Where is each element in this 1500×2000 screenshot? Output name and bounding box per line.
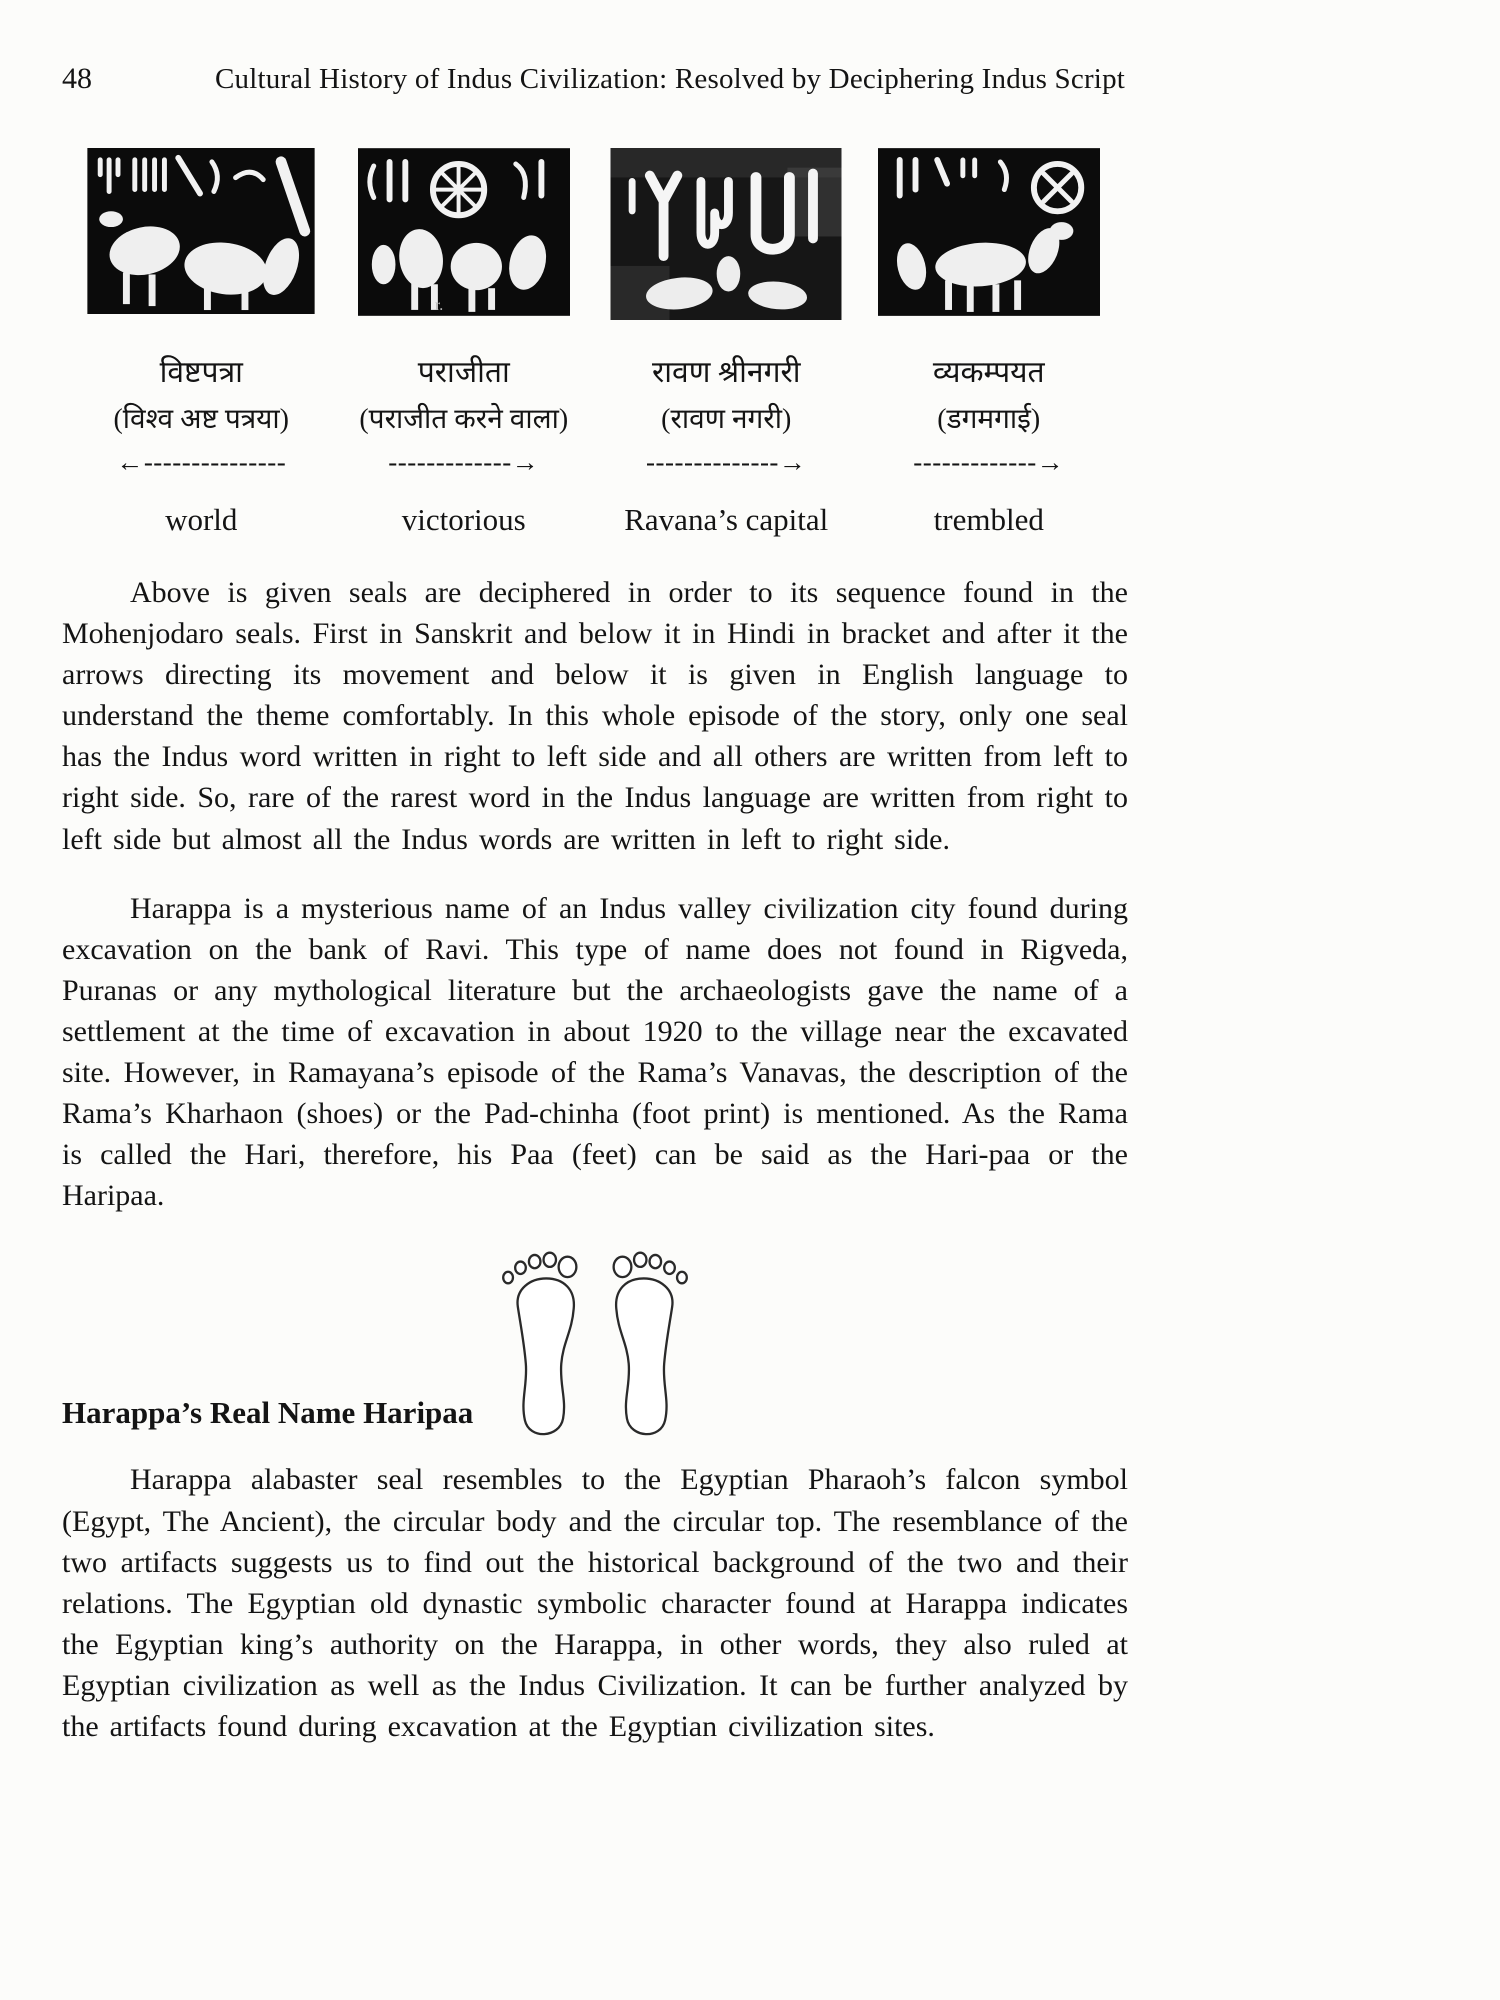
section-heading: Harappa’s Real Name Haripaa: [62, 1395, 474, 1431]
seal-hindi: (रावण नगरी): [661, 404, 792, 435]
header-title: Cultural History of Indus Civilization: Resolved by Deciphering Indus Script: [214, 63, 1126, 95]
seal-column-1: [80, 148, 323, 538]
seal-image-4: [868, 148, 1111, 320]
seal-image-2: [343, 148, 586, 320]
seal-english: trembled: [933, 502, 1044, 537]
seal-sanskrit: विष्टपत्रा: [159, 356, 243, 389]
seal-column-3: [605, 148, 848, 538]
paragraph-egyptian-link: Harappa alabaster seal resembles to the Egyptian Pharaoh’s falcon symbol (Egypt, The Ancient), the circular body and the circular top. The resemblance of the two artifacts suggests us to find out the historical background of the two and their relations. The Egyptian old dynastic symbolic character found at Harappa indicates the Egyptian king’s authority on the Harappa, in other words, they also ruled at Egyptian civilization as well as the Indus Civilization. It can be further analyzed by the artifacts found during excavation at the Egyptian civilization sites.: [62, 1463, 1128, 1743]
paragraph-harappa-name: Harappa is a mysterious name of an Indus valley civilization city found during excavation on the bank of Ravi. This type of name does not found in Rigveda, Puranas or any mythological literature but the archaeologists gave the name of a settlement at the time of excavation in about 1920 to the village near the excavated site. However, in Ramayana’s episode of the Rama’s Vanavas, the description of the Rama’s Kharhaon (shoes) or the Pad-chinha (foot print) is mentioned. As the Rama is called the Hari, therefore, his Paa (feet) can be said as the Hari-paa or the Haripaa.: [62, 891, 1128, 1213]
direction-arrow-right: --------------→: [646, 447, 807, 477]
page-content: [62, 62, 1128, 1747]
seal-caption-4: [868, 350, 1111, 538]
seal-sanskrit: पराजीता: [417, 356, 510, 389]
seal-column-4: [868, 148, 1111, 538]
seal-english: victorious: [401, 502, 526, 537]
direction-arrow-right: -------------→: [388, 447, 540, 477]
page-number: 48: [62, 62, 92, 95]
seal-sanskrit: रावण श्रीनगरी: [652, 356, 801, 389]
seal-hindi: (डगमगाई): [937, 404, 1041, 435]
svg-text:r.: r.: [434, 296, 443, 314]
seal-image-1: [80, 148, 323, 320]
paragraph-seal-explanation: Above is given seals are deciphered in order to its sequence found in the Mohenjodaro seals. First in Sanskrit and below it in Hindi in bracket and after it the arrows directing its movement and below it is given in English language to understand the theme comfortably. In this whole episode of the story, only one seal has the Indus word written in right to left side and all others are written from left to right side. So, rare of the rarest word in the Indus language are written from right to left side but almost all the Indus words are written in left to right side.: [62, 576, 1128, 856]
seal-image-3: [605, 148, 848, 320]
seal-sanskrit: व्यकम्पयत: [932, 356, 1045, 389]
seal-column-2: [343, 148, 586, 538]
seal-hindi: (पराजीत करने वाला): [359, 404, 569, 435]
direction-arrow-left: ←---------------: [116, 447, 287, 477]
seals-figure: [80, 148, 1110, 538]
seal-hindi: (विश्व अष्ट पत्रया): [113, 404, 290, 435]
direction-arrow-right: -------------→: [913, 447, 1065, 477]
page-header: [62, 62, 1128, 96]
seal-caption-3: [605, 350, 848, 538]
seal-caption-1: [80, 350, 323, 538]
seal-caption-2: [343, 350, 586, 538]
seal-english: Ravana’s capital: [624, 502, 829, 537]
seal-english: world: [165, 502, 238, 537]
